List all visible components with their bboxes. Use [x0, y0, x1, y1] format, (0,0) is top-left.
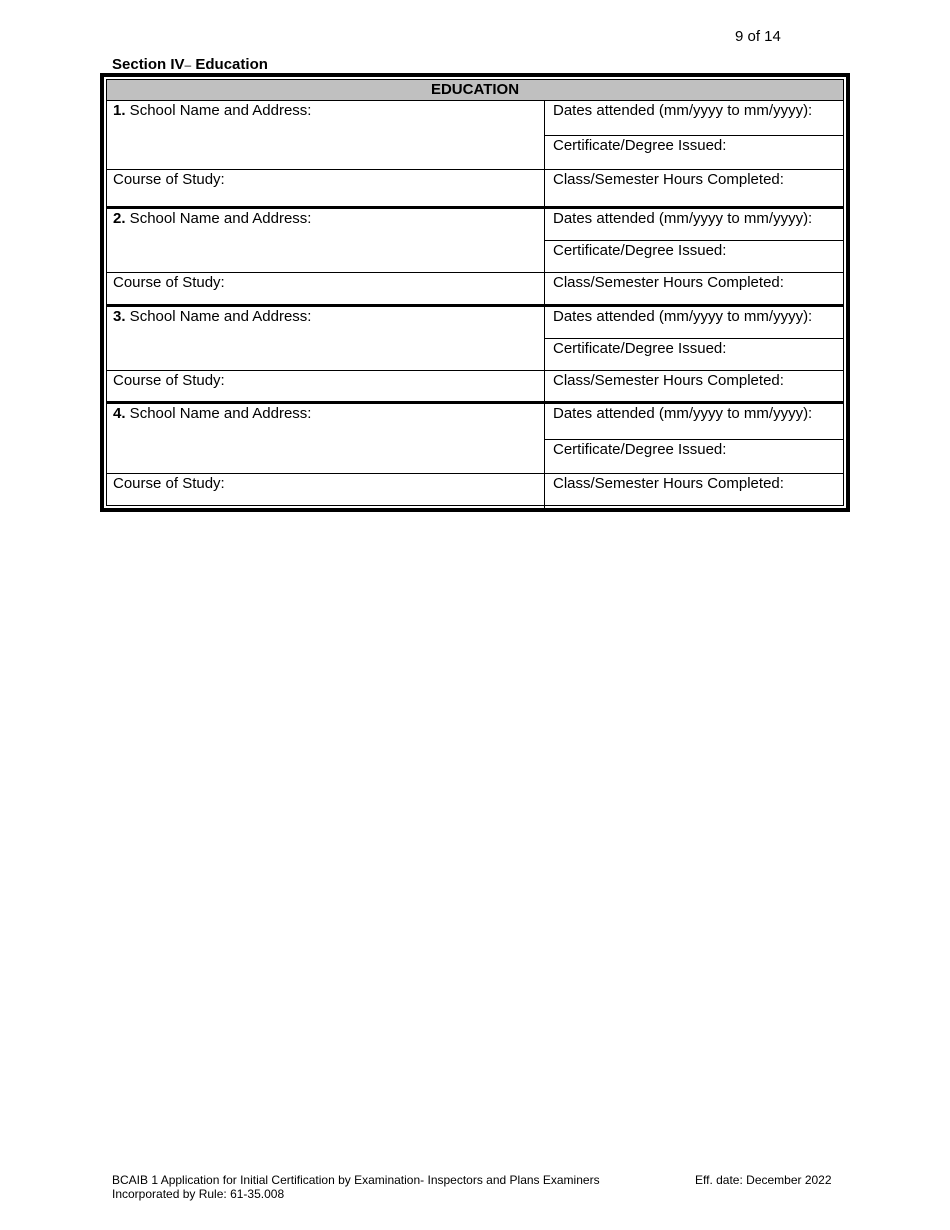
right-top-group [545, 209, 843, 272]
school-label: School Name and Address: [125, 405, 312, 422]
section-dash: – [184, 58, 192, 72]
dates-label: Dates attended (mm/yyyy to mm/yyyy): [553, 308, 813, 325]
hours-completed-field-3[interactable] [545, 370, 843, 401]
course-of-study-field-1[interactable] [107, 169, 545, 206]
hours-label: Class/Semester Hours Completed: [553, 475, 784, 492]
footer-form-title: BCAIB 1 Application for Initial Certification by Examination- Inspectors and Plans Examiners [112, 1173, 600, 1187]
education-entry-3 [107, 304, 843, 401]
dates-attended-field-3[interactable] [545, 307, 843, 338]
school-name-address-field-2[interactable] [107, 209, 545, 272]
hours-completed-field-1[interactable] [545, 169, 843, 206]
hours-label: Class/Semester Hours Completed: [553, 274, 784, 291]
school-name-address-field-3[interactable] [107, 307, 545, 370]
education-entry-4 [107, 401, 843, 510]
section-name: Education [191, 56, 268, 73]
course-of-study-field-2[interactable] [107, 272, 545, 304]
school-label: School Name and Address: [125, 102, 312, 119]
dates-attended-field-1[interactable] [545, 101, 843, 135]
hours-completed-field-4[interactable] [545, 473, 843, 510]
school-name-address-field-4[interactable] [107, 404, 545, 473]
entry-number: 3. [113, 308, 126, 325]
right-top-group [545, 404, 843, 473]
certificate-label: Certificate/Degree Issued: [553, 340, 727, 357]
certificate-degree-field-1[interactable] [545, 135, 843, 169]
school-label: School Name and Address: [125, 308, 312, 325]
certificate-label: Certificate/Degree Issued: [553, 242, 727, 259]
entry-number: 4. [113, 405, 126, 422]
entry-number: 1. [113, 102, 126, 119]
dates-label: Dates attended (mm/yyyy to mm/yyyy): [553, 210, 813, 227]
section-heading [112, 56, 268, 73]
section-label: Section IV [112, 56, 185, 73]
school-label: School Name and Address: [125, 210, 312, 227]
education-entry-2 [107, 206, 843, 304]
hours-completed-field-2[interactable] [545, 272, 843, 304]
footer-left [112, 1173, 600, 1201]
dates-attended-field-2[interactable] [545, 209, 843, 240]
dates-attended-field-4[interactable] [545, 404, 843, 439]
dates-label: Dates attended (mm/yyyy to mm/yyyy): [553, 405, 813, 422]
course-of-study-field-4[interactable] [107, 473, 545, 510]
course-label: Course of Study: [113, 274, 225, 291]
certificate-label: Certificate/Degree Issued: [553, 137, 727, 154]
course-label: Course of Study: [113, 475, 225, 492]
education-table-title: EDUCATION [107, 80, 843, 101]
footer-effective-date: Eff. date: December 2022 [695, 1173, 832, 1187]
education-entry-1 [107, 101, 843, 206]
education-table [100, 73, 850, 512]
hours-label: Class/Semester Hours Completed: [553, 372, 784, 389]
certificate-label: Certificate/Degree Issued: [553, 441, 727, 458]
page-number: 9 of 14 [735, 28, 781, 45]
footer-rule: Incorporated by Rule: 61-35.008 [112, 1187, 285, 1201]
entry-number: 2. [113, 210, 126, 227]
right-top-group [545, 101, 843, 169]
education-table-inner [106, 79, 844, 506]
certificate-degree-field-3[interactable] [545, 338, 843, 370]
course-of-study-field-3[interactable] [107, 370, 545, 401]
right-top-group [545, 307, 843, 370]
school-name-address-field-1[interactable] [107, 101, 545, 169]
hours-label: Class/Semester Hours Completed: [553, 171, 784, 188]
course-label: Course of Study: [113, 171, 225, 188]
dates-label: Dates attended (mm/yyyy to mm/yyyy): [553, 102, 813, 119]
certificate-degree-field-4[interactable] [545, 439, 843, 473]
certificate-degree-field-2[interactable] [545, 240, 843, 272]
course-label: Course of Study: [113, 372, 225, 389]
